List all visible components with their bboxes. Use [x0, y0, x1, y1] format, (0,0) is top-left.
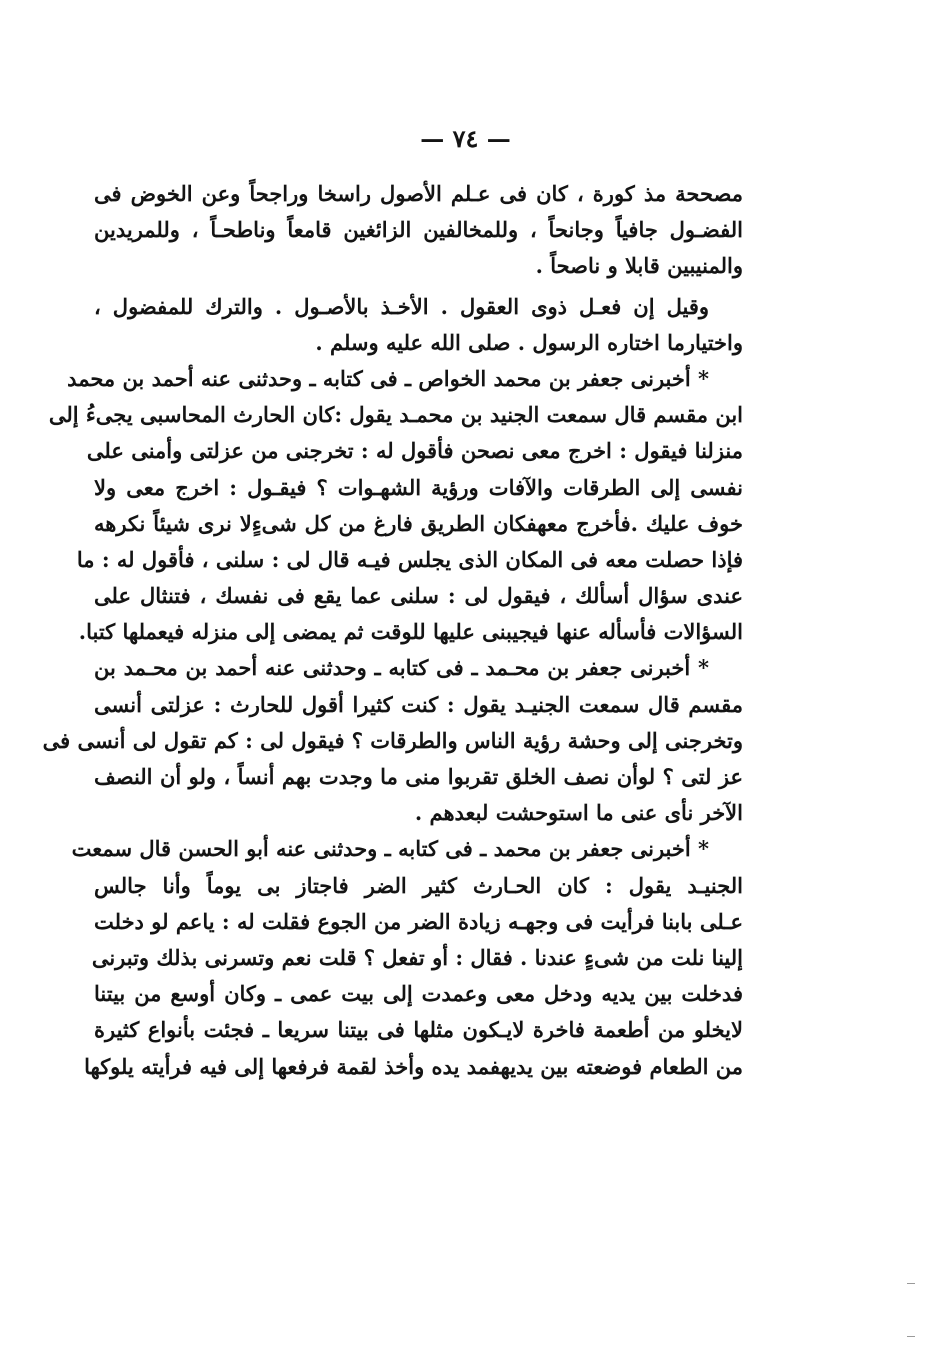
text-line: فإذا حصلت معه فى المكان الذى يجلس فيـه قال لى : سلنى ، فأقول له : ما [76, 546, 743, 572]
text-line: الآخر نأى عنى ما استوحشت لبعدهم . [414, 800, 743, 826]
text-line: واختيارما اختاره الرسول . صلى الله عليه وسلم . [315, 329, 743, 355]
text-line: منزلنا فيقول : اخرج معى نصحن فأقول له : تخرجنى من عزلتى وأمنى على [86, 438, 743, 464]
paragraph [71, 831, 743, 1084]
text-line: نفسى إلى الطرقات والآفات ورؤية الشهـوات ؟ فيقـول : اخرج معى ولا [94, 474, 743, 500]
body-text [42, 176, 743, 1085]
paragraph [42, 650, 743, 831]
paragraph [48, 361, 743, 651]
text-line: خوف عليك .فأخرج معهفكان الطريق فارغ من كل شىءٍلا نرى شيئاً نكرهه [94, 510, 743, 536]
text-line: فدخلت بين يديه ودخل معى وعمدت إلى بيت عمى ـ وكان أوسع من بيتنا [94, 981, 743, 1007]
text-line: السؤالات فأسأله عنها فيجيبنى عليها للوقت ثم يمضى إلى منزله فيعملها كتبا. [78, 619, 743, 645]
text-line: من الطعام فوضعته بين يديهفمد يده وأخذ لقمة فرفعها إلى فيه فرأيته يلوكها [84, 1053, 743, 1079]
paragraph [94, 176, 743, 285]
text-line: عندى سؤال أسألك ، فيقول لى : سلنى عما يقع فى نفسك ، فتنثال على [94, 583, 743, 609]
text-line: وتخرجنى إلى وحشة رؤية الناس والطرقات ؟ فيقول لى : كم تقول لى أنسى فى [42, 727, 743, 753]
text-line: مصححة مذ كورة ، كان فى عـلم الأصول راسخا وراجحاً وعن الخوض فى [94, 181, 743, 206]
text-line: * أخبرنى جعفر بن محمد ـ فى كتابه ـ وحدثنى عنه أبو الحسن قال سمعت [71, 836, 709, 862]
text-line: إلينا نلت من شىءٍ عندنا . فقال : أو تفعل ؟ قلت نعم وتسرنى بذلك وتبرنى [91, 944, 743, 970]
text-line: عز لتى ؟ لوأن نصف الخلق تقربوا منى ما وجدت بهم أنساً ، ولو أن النصف [94, 764, 743, 789]
text-line: ابن مقسم قال سمعت الجنيد بن محمـد يقول :كان الحارث المحاسبى يجىءُ إلى [48, 402, 743, 428]
page-number: — ٧٤ — [420, 124, 511, 153]
text-line: عـلى بابنا فرأيت فى وجهـه زيادة الضر من الجوع فقلت له : ياعم لو دخلت [94, 908, 743, 934]
text-line: * أخبرنى جعفر بن محـمد ـ فى كتابه ـ وحدثنى عنه أحمد بن محـمد بن [94, 655, 709, 681]
scan-edge-mark [907, 1336, 915, 1337]
text-line: * أخبرنى جعفر بن محمد الخواص ـ فى كتابه ـ وحدثنى عنه أحمد بن محمد [67, 365, 709, 391]
text-line: والمنيبين قابلا و ناصحاً . [535, 253, 743, 279]
text-line: الجنيـد يقول : كان الحـارث كثير الضر فاجتاز بى يوماً وأنا جالس [94, 872, 743, 898]
text-line: لايخلو من أطعمة فاخرة لايـكون مثلها فى بيتنا سريعا ـ فجئت بأنواع كثيرة [94, 1017, 743, 1043]
text-line: وقيل إن فعـل ذوى العقول . الأخـذ بالأصـول . والترك للمفضول ، [94, 293, 709, 319]
paragraph [94, 289, 743, 361]
text-line: الفضـول جافياً وجانحاً ، وللمخالفين الزائغين قامعاً وناطحـاً ، وللمريدين [94, 217, 743, 243]
text-line: مقسم قال سمعت الجنيـد يقول : كنت كثيرا أقول للحارث : عزلتى أنسى [94, 691, 743, 717]
scan-edge-mark [907, 1283, 915, 1284]
